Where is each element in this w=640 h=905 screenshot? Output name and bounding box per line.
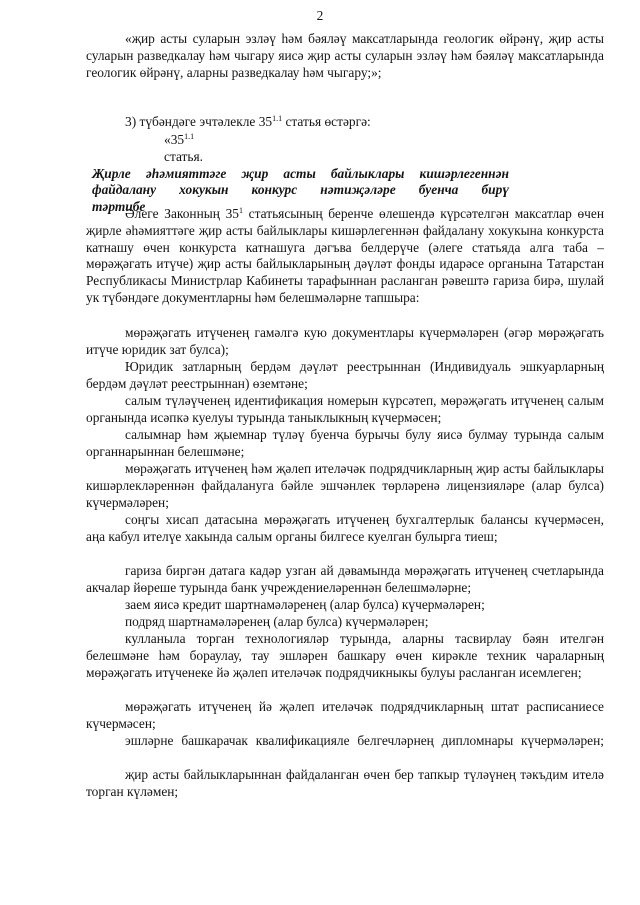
article-heading: «$35^{1.1}$ статья. Җирле әһәмияттәге җир асты байлыклары кишәрлегеннән файдалану хокукын конкурс нәтиҗәләре буенча бирү тәртибе	[92, 132, 509, 215]
list-item: кулланыла торган технологияләр турында, аларны тасвирлау бәян ителгән белешмәне һәм бораулау, тау эшләрен башкару өчен кирәкле техник чараларның мөрәҗәгать итүченеке йә җәлеп ителәчәк подрядчикныкы булуы расланган исемлеген;	[86, 631, 604, 680]
list-item: салым түләүченең идентификация номерын күрсәтеп, мөрәҗәгать итүченең салым органында исәпкә куелуы турында таныклыкның күчермәсен;	[86, 393, 604, 425]
page-number: 2	[316, 8, 324, 23]
list-item: салымнар һәм җыемнар түләү буенча бурычы булу яисә булмау турында салым органнарыннан белешмәне;	[86, 427, 604, 459]
list-item: мөрәҗәгать итүченең һәм җәлеп ителәчәк подрядчикларның җир асты байлыклары кишәрлекләреннән файдалануга бәйле эшчәнлек төрләренә лицензияләре (алар булса) күчермәләрен;	[86, 461, 604, 510]
list-item: соңгы хисап датасына мөрәҗәгать итүченең бухгалтерлык балансы күчермәсен, аңа кабул ителүе хакында салым органы билгесе куелган булырга тиеш;	[86, 512, 604, 544]
intro-paragraph: Әлеге Законның $35^1$ статьясының беренче өлешендә күрсәтелгән максатлар өчен җирле әһәмияттәге җир асты байлыклары кишәрлегеннән файдалану хокукына конкурста катнашу өчен конкурста катнашуга дәгъва белдерүче (әлеге статьяда алга таба – мөрәҗәгать итүче) җир асты байлыкларының дәүләт фонды идарәсе органына Татарстан Республикасы Министрлар Кабинеты тарафыннан расланган рәвештә гариза бирә, шулай ук түбәндәге документларны һәм белешмәләрне тапшыра:	[86, 206, 605, 305]
list-item: Юридик затларның бердәм дәүләт реестрыннан (Индивидуаль эшкуарларның бердәм дәүләт реестрыннан) өземтәне;	[86, 359, 604, 391]
quote-paragraph: «җир асты суларын эзләү һәм бәяләү максатларында геологик өйрәнү, җир асты суларын разведкалау һәм чыгару яисә җир асты суларын эзләү һәм бәяләү максатларында геологик өйрәнү, аларны разведкалау һәм чыгару;»;	[86, 31, 604, 80]
list-item: гариза биргән датага кадәр узган ай дәвамында мөрәҗәгать итүченең счетларында акчалар йөреше турында банк учреждениеләреннән белешмәләрне;	[86, 563, 604, 595]
list-item: подряд шартнамәләренең (алар булса) күчермәләрен;	[125, 614, 429, 629]
list-item: заем яисә кредит шартнамәләренең (алар булса) күчермәләрен;	[125, 597, 485, 612]
article-title: Җирле әһәмияттәге җир асты байлыклары кишәрлегеннән файдалану хокукын конкурс нәтиҗәләре буенча бирү тәртибе	[92, 165, 509, 215]
item-3-paragraph: 3) түбәндәге эчтәлекле $35^{1.1}$ статья өстәргә:	[125, 114, 371, 129]
list-item: мөрәҗәгать итүченең йә җәлеп ителәчәк подрядчикларның штат расписаниесе күчермәсен;	[86, 699, 604, 731]
list-item: мөрәҗәгать итүченең гамәлгә кую документлары күчермәләрен (әгәр мөрәҗәгать итүче юридик зат булса);	[86, 325, 604, 357]
list-item: җир асты байлыкларыннан файдаланган өчен бер тапкыр түләүнең тәкъдим ителә торган күләмен;	[86, 767, 604, 799]
list-item: эшләрне башкарачак квалификацияле белгечләрнең дипломнары күчермәләрен;	[125, 733, 604, 748]
